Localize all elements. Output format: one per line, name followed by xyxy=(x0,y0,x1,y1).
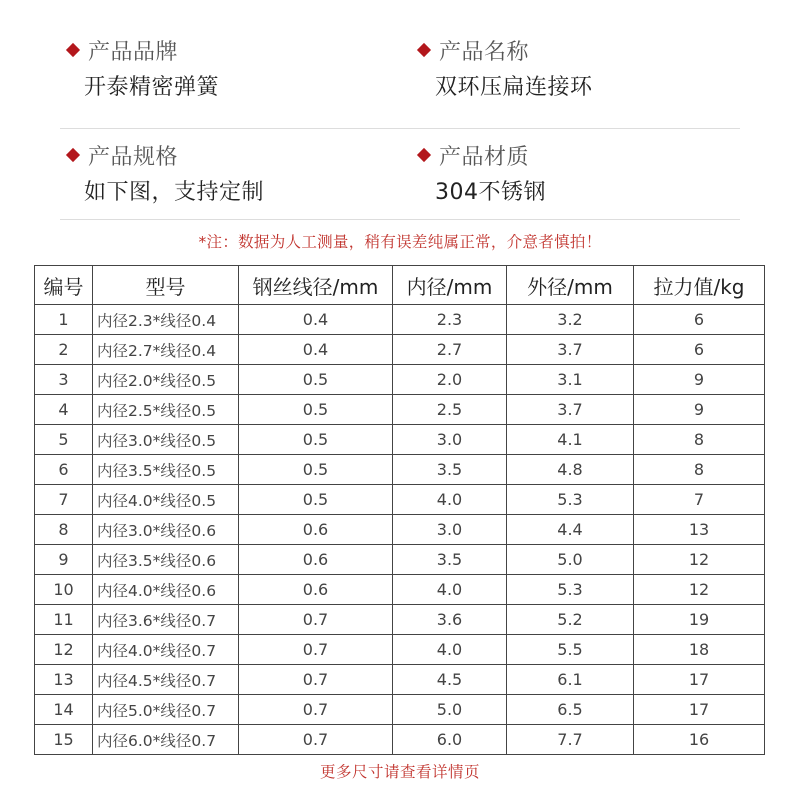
cell-inner-diameter: 2.7 xyxy=(393,335,507,365)
product-name-label-row xyxy=(415,32,755,68)
info-row-1 xyxy=(60,32,740,129)
spec-field xyxy=(64,137,404,206)
product-name-label: 产品名称 xyxy=(439,39,530,65)
table-row xyxy=(35,395,765,425)
table-row xyxy=(35,725,765,755)
cell-outer-diameter: 7.7 xyxy=(507,725,634,755)
table-row xyxy=(35,425,765,455)
cell-model: 内径3.0*线径0.5 xyxy=(93,425,239,455)
cell-inner-diameter: 4.0 xyxy=(393,485,507,515)
cell-outer-diameter: 5.2 xyxy=(507,605,634,635)
cell-pull-force: 12 xyxy=(634,575,765,605)
cell-inner-diameter: 3.5 xyxy=(393,455,507,485)
material-label: 产品材质 xyxy=(439,144,530,170)
cell-number: 11 xyxy=(35,605,93,635)
cell-wire-diameter: 0.6 xyxy=(239,575,393,605)
table-row xyxy=(35,455,765,485)
table-row xyxy=(35,695,765,725)
cell-inner-diameter: 2.5 xyxy=(393,395,507,425)
cell-number: 5 xyxy=(35,425,93,455)
cell-wire-diameter: 0.4 xyxy=(239,335,393,365)
cell-model: 内径6.0*线径0.7 xyxy=(93,725,239,755)
cell-inner-diameter: 4.0 xyxy=(393,635,507,665)
spec-label: 产品规格 xyxy=(88,144,179,170)
cell-outer-diameter: 3.1 xyxy=(507,365,634,395)
cell-wire-diameter: 0.5 xyxy=(239,395,393,425)
cell-inner-diameter: 6.0 xyxy=(393,725,507,755)
more-sizes-note: 更多尺寸请查看详情页 xyxy=(319,763,480,781)
cell-pull-force: 8 xyxy=(634,455,765,485)
cell-wire-diameter: 0.7 xyxy=(239,605,393,635)
material-field xyxy=(415,137,755,206)
cell-pull-force: 17 xyxy=(634,695,765,725)
cell-wire-diameter: 0.7 xyxy=(239,695,393,725)
cell-wire-diameter: 0.5 xyxy=(239,485,393,515)
cell-number: 10 xyxy=(35,575,93,605)
cell-wire-diameter: 0.7 xyxy=(239,665,393,695)
cell-inner-diameter: 3.0 xyxy=(393,515,507,545)
cell-inner-diameter: 4.5 xyxy=(393,665,507,695)
cell-outer-diameter: 5.3 xyxy=(507,575,634,605)
measurement-note: *注：数据为人工测量，稍有误差纯属正常，介意者慎拍！ xyxy=(198,233,602,251)
cell-pull-force: 9 xyxy=(634,365,765,395)
product-name-field xyxy=(415,32,755,101)
cell-pull-force: 7 xyxy=(634,485,765,515)
spec-label-row xyxy=(64,137,404,173)
cell-inner-diameter: 5.0 xyxy=(393,695,507,725)
cell-model: 内径2.3*线径0.4 xyxy=(93,305,239,335)
header-inner-diameter: 内径/mm xyxy=(393,266,507,305)
cell-outer-diameter: 3.7 xyxy=(507,335,634,365)
cell-pull-force: 17 xyxy=(634,665,765,695)
header-number: 编号 xyxy=(35,266,93,305)
cell-outer-diameter: 3.7 xyxy=(507,395,634,425)
table-header xyxy=(35,266,765,305)
cell-number: 13 xyxy=(35,665,93,695)
table-row xyxy=(35,635,765,665)
cell-pull-force: 9 xyxy=(634,395,765,425)
cell-model: 内径2.5*线径0.5 xyxy=(93,395,239,425)
cell-pull-force: 12 xyxy=(634,545,765,575)
cell-model: 内径3.5*线径0.6 xyxy=(93,545,239,575)
table-row xyxy=(35,485,765,515)
cell-number: 1 xyxy=(35,305,93,335)
cell-number: 9 xyxy=(35,545,93,575)
cell-number: 12 xyxy=(35,635,93,665)
cell-outer-diameter: 4.4 xyxy=(507,515,634,545)
cell-pull-force: 16 xyxy=(634,725,765,755)
cell-pull-force: 13 xyxy=(634,515,765,545)
header-wire-diameter: 钢丝线径/mm xyxy=(239,266,393,305)
table-row xyxy=(35,545,765,575)
brand-value: 开泰精密弹簧 xyxy=(84,75,220,100)
cell-inner-diameter: 3.0 xyxy=(393,425,507,455)
cell-inner-diameter: 3.5 xyxy=(393,545,507,575)
cell-wire-diameter: 0.4 xyxy=(239,305,393,335)
cell-pull-force: 19 xyxy=(634,605,765,635)
diamond-bullet-icon xyxy=(66,43,80,57)
cell-wire-diameter: 0.7 xyxy=(239,725,393,755)
cell-outer-diameter: 5.5 xyxy=(507,635,634,665)
cell-model: 内径4.0*线径0.6 xyxy=(93,575,239,605)
table-row xyxy=(35,665,765,695)
cell-inner-diameter: 3.6 xyxy=(393,605,507,635)
header-row xyxy=(35,266,765,305)
cell-model: 内径4.0*线径0.5 xyxy=(93,485,239,515)
cell-pull-force: 8 xyxy=(634,425,765,455)
cell-model: 内径4.5*线径0.7 xyxy=(93,665,239,695)
cell-number: 6 xyxy=(35,455,93,485)
cell-wire-diameter: 0.7 xyxy=(239,635,393,665)
cell-number: 3 xyxy=(35,365,93,395)
cell-number: 14 xyxy=(35,695,93,725)
table-row xyxy=(35,305,765,335)
cell-inner-diameter: 4.0 xyxy=(393,575,507,605)
cell-outer-diameter: 3.2 xyxy=(507,305,634,335)
cell-model: 内径3.6*线径0.7 xyxy=(93,605,239,635)
table-row xyxy=(35,335,765,365)
cell-number: 15 xyxy=(35,725,93,755)
diamond-bullet-icon xyxy=(417,43,431,57)
cell-pull-force: 6 xyxy=(634,305,765,335)
cell-inner-diameter: 2.3 xyxy=(393,305,507,335)
header-model: 型号 xyxy=(93,266,239,305)
product-info xyxy=(60,32,740,220)
brand-label: 产品品牌 xyxy=(88,39,179,65)
cell-model: 内径5.0*线径0.7 xyxy=(93,695,239,725)
spec-table xyxy=(34,265,765,755)
cell-number: 4 xyxy=(35,395,93,425)
diamond-bullet-icon xyxy=(66,148,80,162)
cell-outer-diameter: 4.1 xyxy=(507,425,634,455)
cell-pull-force: 6 xyxy=(634,335,765,365)
brand-label-row xyxy=(64,32,404,68)
diamond-bullet-icon xyxy=(417,148,431,162)
table-row xyxy=(35,515,765,545)
cell-number: 8 xyxy=(35,515,93,545)
cell-outer-diameter: 4.8 xyxy=(507,455,634,485)
cell-model: 内径2.0*线径0.5 xyxy=(93,365,239,395)
info-row-2 xyxy=(60,129,740,220)
cell-wire-diameter: 0.5 xyxy=(239,455,393,485)
cell-outer-diameter: 5.3 xyxy=(507,485,634,515)
cell-model: 内径2.7*线径0.4 xyxy=(93,335,239,365)
header-outer-diameter: 外径/mm xyxy=(507,266,634,305)
table-body xyxy=(35,305,765,755)
cell-outer-diameter: 6.1 xyxy=(507,665,634,695)
cell-model: 内径4.0*线径0.7 xyxy=(93,635,239,665)
cell-inner-diameter: 2.0 xyxy=(393,365,507,395)
cell-wire-diameter: 0.5 xyxy=(239,425,393,455)
cell-model: 内径3.0*线径0.6 xyxy=(93,515,239,545)
cell-model: 内径3.5*线径0.5 xyxy=(93,455,239,485)
table-row xyxy=(35,365,765,395)
cell-wire-diameter: 0.5 xyxy=(239,365,393,395)
cell-wire-diameter: 0.6 xyxy=(239,515,393,545)
brand-field xyxy=(64,32,404,101)
cell-outer-diameter: 6.5 xyxy=(507,695,634,725)
cell-number: 7 xyxy=(35,485,93,515)
cell-wire-diameter: 0.6 xyxy=(239,545,393,575)
table-row xyxy=(35,575,765,605)
cell-number: 2 xyxy=(35,335,93,365)
cell-pull-force: 18 xyxy=(634,635,765,665)
table-row xyxy=(35,605,765,635)
spec-value: 如下图，支持定制 xyxy=(84,180,265,205)
material-label-row xyxy=(415,137,755,173)
header-pull-force: 拉力值/kg xyxy=(634,266,765,305)
material-value: 304不锈钢 xyxy=(435,180,546,205)
cell-outer-diameter: 5.0 xyxy=(507,545,634,575)
product-name-value: 双环压扁连接环 xyxy=(435,75,593,100)
